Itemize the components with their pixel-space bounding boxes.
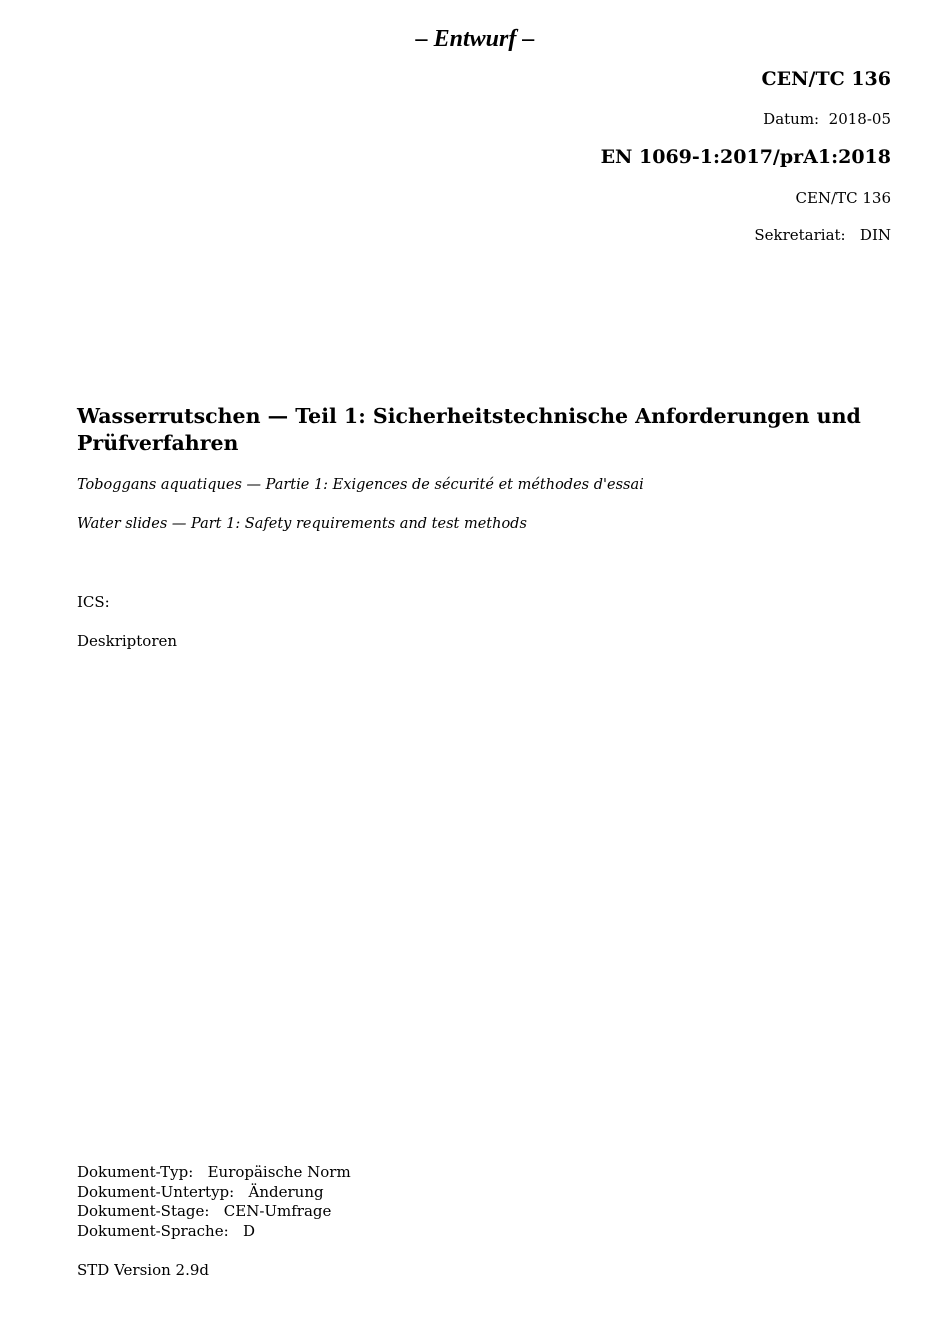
date-label: Datum: (763, 110, 820, 128)
doc-language-row (77, 1222, 351, 1242)
secretariat-label: Sekretariat: (754, 226, 846, 244)
doc-subtype-row (77, 1183, 351, 1203)
committee-heading: CEN/TC 136 (761, 68, 891, 90)
standard-number: EN 1069-1:2017/prA1:2018 (600, 146, 891, 168)
descriptors-label: Deskriptoren (77, 632, 178, 650)
secretariat-line (754, 226, 891, 244)
doc-info-value: Änderung (248, 1182, 324, 1201)
doc-info-value: Europäische Norm (207, 1163, 351, 1181)
title-english: Water slides — Part 1: Safety requirements and test methods (77, 516, 527, 532)
document-info (77, 1163, 351, 1241)
date-value: 2018-05 (828, 110, 891, 128)
doc-info-label: Dokument-Typ: (77, 1163, 194, 1181)
std-version: STD Version 2.9d (77, 1261, 209, 1279)
doc-info-value: CEN-Umfrage (223, 1202, 332, 1220)
secretariat-value: DIN (859, 226, 891, 244)
doc-info-label: Dokument-Stage: (77, 1202, 210, 1220)
doc-info-label: Dokument-Untertyp: (77, 1182, 235, 1201)
doc-stage-row (77, 1202, 351, 1222)
doc-info-value: D (242, 1221, 255, 1240)
doc-type-row (77, 1163, 351, 1183)
draft-mark: – Entwurf – (415, 26, 535, 52)
title-french: Toboggans aquatiques — Partie 1: Exigences de sécurité et méthodes d'essai (77, 477, 644, 493)
title-german: Wasserrutschen — Teil 1: Sicherheitstechnische Anforderungen und Prüfverfahren (77, 404, 861, 455)
ics-label: ICS: (77, 593, 110, 611)
committee-reference: CEN/TC 136 (795, 189, 891, 207)
date-line (763, 110, 891, 128)
doc-info-label: Dokument-Sprache: (77, 1221, 229, 1240)
